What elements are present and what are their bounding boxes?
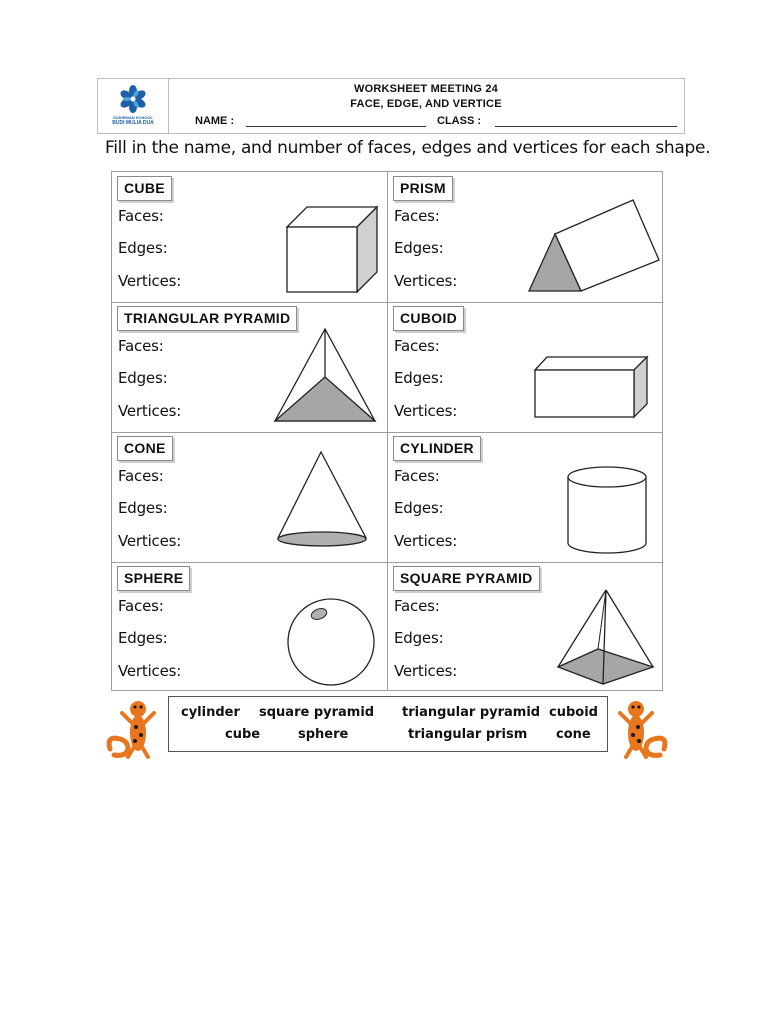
word-bank <box>168 696 608 752</box>
shape-label: CYLINDER <box>393 436 481 461</box>
shape-cell-square-pyramid <box>388 562 664 692</box>
word-bank-item: cylinder <box>181 705 240 720</box>
shape-cell-cube <box>112 172 388 302</box>
faces-prompt: Faces: <box>118 337 164 355</box>
edges-prompt: Edges: <box>118 239 168 257</box>
triangular-pyramid-icon <box>272 327 382 427</box>
school-logo <box>98 79 169 133</box>
shape-cell-cone <box>112 432 388 562</box>
edges-prompt: Edges: <box>118 629 168 647</box>
logo-text-line1: SUDIRMAN SCHOOL <box>113 115 153 120</box>
triangular-prism-icon <box>523 192 663 297</box>
faces-prompt: Faces: <box>118 467 164 485</box>
edges-prompt: Edges: <box>118 369 168 387</box>
class-label: CLASS : <box>437 115 481 127</box>
sphere-icon <box>284 595 378 689</box>
logo-text-line2: BUDI MULIA DUA <box>112 120 154 126</box>
vertices-prompt: Vertices: <box>118 662 182 680</box>
vertices-prompt: Vertices: <box>394 532 458 550</box>
faces-prompt: Faces: <box>118 597 164 615</box>
shape-cell-cylinder <box>388 432 664 562</box>
shapes-grid <box>111 171 663 691</box>
instruction-text: Fill in the name, and number of faces, edges and vertices for each shape. <box>105 138 711 158</box>
shape-label: SQUARE PYRAMID <box>393 566 540 591</box>
shape-label: CONE <box>117 436 173 461</box>
shape-label: PRISM <box>393 176 453 201</box>
cube-icon <box>282 202 382 297</box>
word-bank-item: triangular pyramid <box>402 705 541 720</box>
word-bank-item: cuboid <box>549 705 598 720</box>
vertices-prompt: Vertices: <box>118 272 182 290</box>
word-bank-item: square pyramid <box>259 705 375 720</box>
name-label: NAME : <box>195 115 235 127</box>
word-bank-item: triangular prism <box>408 727 528 742</box>
vertices-prompt: Vertices: <box>394 272 458 290</box>
edges-prompt: Edges: <box>394 499 444 517</box>
edges-prompt: Edges: <box>394 629 444 647</box>
salamander-right-icon <box>612 695 670 761</box>
cone-icon <box>274 450 374 550</box>
faces-prompt: Faces: <box>394 597 440 615</box>
worksheet-subtitle: FACE, EDGE, AND VERTICE <box>350 98 502 110</box>
worksheet-header <box>97 78 685 134</box>
shape-label: CUBE <box>117 176 172 201</box>
shape-cell-prism <box>388 172 664 302</box>
word-bank-item: cube <box>225 727 261 742</box>
vertices-prompt: Vertices: <box>118 402 182 420</box>
shape-cell-cuboid <box>388 302 664 432</box>
word-bank-item: cone <box>556 727 591 742</box>
edges-prompt: Edges: <box>118 499 168 517</box>
edges-prompt: Edges: <box>394 239 444 257</box>
shape-cell-sphere <box>112 562 388 692</box>
vertices-prompt: Vertices: <box>394 402 458 420</box>
vertices-prompt: Vertices: <box>118 532 182 550</box>
salamander-left-icon <box>104 695 162 761</box>
worksheet-title: WORKSHEET MEETING 24 <box>354 83 498 95</box>
square-pyramid-icon <box>553 587 658 687</box>
faces-prompt: Faces: <box>394 467 440 485</box>
shape-label: CUBOID <box>393 306 464 331</box>
faces-prompt: Faces: <box>394 337 440 355</box>
shape-label: TRIANGULAR PYRAMID <box>117 306 297 331</box>
cylinder-icon <box>563 465 653 559</box>
shape-label: SPHERE <box>117 566 190 591</box>
shape-cell-triangular-pyramid <box>112 302 388 432</box>
edges-prompt: Edges: <box>394 369 444 387</box>
cuboid-icon <box>531 352 651 422</box>
word-bank-item: sphere <box>298 727 349 742</box>
faces-prompt: Faces: <box>394 207 440 225</box>
vertices-prompt: Vertices: <box>394 662 458 680</box>
class-blank[interactable] <box>495 126 677 127</box>
faces-prompt: Faces: <box>118 207 164 225</box>
name-blank[interactable] <box>246 126 426 127</box>
